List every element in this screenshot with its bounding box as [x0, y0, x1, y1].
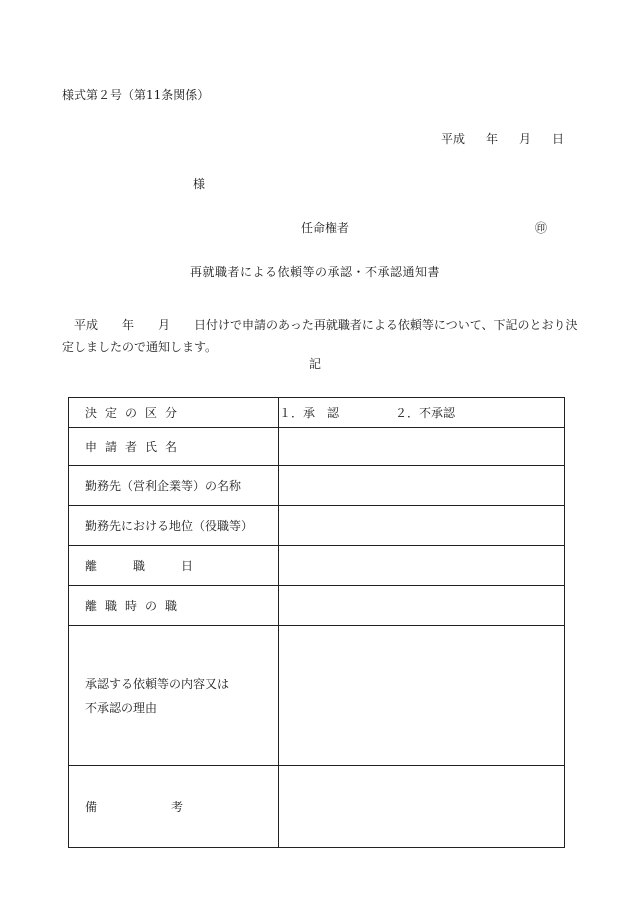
- row-employer: [69, 466, 565, 506]
- body-rest: 日付けで申請のあった再就職者による依頼等について、下記のとおり決: [194, 318, 578, 332]
- date-year: 年: [486, 132, 499, 146]
- row-decision: [69, 398, 565, 428]
- form-table: [68, 397, 565, 848]
- position-field[interactable]: [279, 506, 565, 546]
- remarks-label: [69, 766, 279, 848]
- content-label: [69, 626, 279, 766]
- body-era: 平成: [74, 318, 99, 332]
- decision-option-approve[interactable]: １．承 認: [279, 406, 340, 420]
- remarks-label-a: 備: [85, 800, 98, 814]
- body-year: 年: [122, 318, 135, 332]
- content-label-line-2: 不承認の理由: [85, 700, 158, 715]
- date-day: 日: [552, 132, 565, 146]
- body-line-1: [62, 314, 582, 336]
- retire-post-field[interactable]: [279, 586, 565, 626]
- body-month: 月: [158, 318, 171, 332]
- content-label-line-1: 承認する依頼等の内容又は: [85, 676, 230, 691]
- retire-date-label-c: 日: [181, 559, 194, 573]
- applicant-label: 申請者氏名: [69, 428, 279, 466]
- remarks-label-b: 考: [171, 800, 184, 814]
- retire-post-label: 離職時の職: [69, 586, 279, 626]
- date-month: 月: [519, 132, 532, 146]
- decision-choices: [279, 398, 565, 428]
- decision-label: 決定の区分: [69, 398, 279, 428]
- row-content: [69, 626, 565, 766]
- remarks-field[interactable]: [279, 766, 565, 848]
- employer-field[interactable]: [279, 466, 565, 506]
- position-label: 勤務先における地位（役職等）: [69, 506, 279, 546]
- retire-date-label-b: 職: [133, 559, 146, 573]
- row-remarks: [69, 766, 565, 848]
- document-title: 再就職者による依頼等の承認・不承認通知書: [189, 265, 440, 279]
- retire-date-label: [69, 546, 279, 586]
- retire-date-label-a: 離: [85, 559, 98, 573]
- addressee-suffix: 様: [193, 177, 206, 191]
- applicant-field[interactable]: [279, 428, 565, 466]
- ki-heading: 記: [308, 357, 321, 371]
- seal-mark: ㊞: [535, 221, 548, 235]
- authority-label: 任命権者: [301, 221, 350, 235]
- date-era: 平成: [441, 132, 466, 146]
- row-retire-post: [69, 586, 565, 626]
- form-number: 様式第２号（第11条関係）: [62, 88, 210, 102]
- decision-option-reject[interactable]: ２．不承認: [395, 406, 456, 420]
- content-field[interactable]: [279, 626, 565, 766]
- row-position: [69, 506, 565, 546]
- employer-label: 勤務先（営利企業等）の名称: [69, 466, 279, 506]
- date-line: [441, 133, 564, 145]
- retire-date-field[interactable]: [279, 546, 565, 586]
- notice-body: [62, 314, 582, 358]
- row-retire-date: [69, 546, 565, 586]
- body-line-2: 定しましたので通知します。: [62, 340, 218, 354]
- row-applicant: [69, 428, 565, 466]
